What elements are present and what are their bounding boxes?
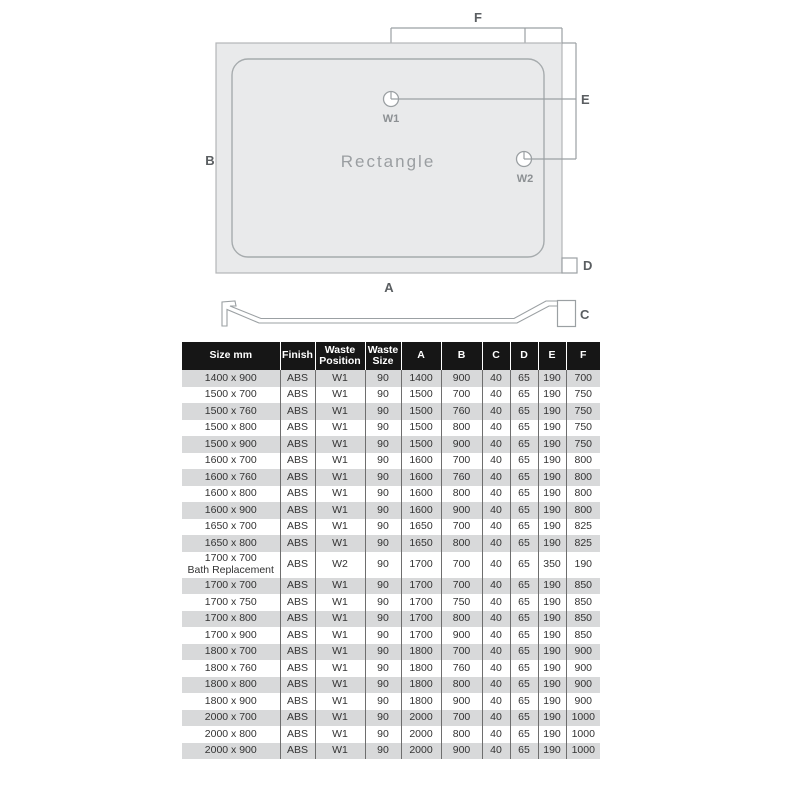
table-cell: 2000 <box>401 743 441 760</box>
table-cell: 40 <box>482 486 510 503</box>
table-cell: 800 <box>441 726 482 743</box>
table-cell: 190 <box>538 370 566 387</box>
size-note: Bath Replacement <box>187 563 274 576</box>
size-cell: 1500 x 900 <box>204 437 257 450</box>
table-cell: ABS <box>280 403 315 420</box>
table-cell: 65 <box>510 453 538 470</box>
table-cell: 900 <box>566 693 600 710</box>
table-cell: W1 <box>315 370 365 387</box>
table-cell: W1 <box>315 627 365 644</box>
table-row <box>182 552 600 578</box>
table-row <box>182 387 600 404</box>
table-cell: 1800 <box>401 644 441 661</box>
table-cell: ABS <box>280 387 315 404</box>
table-cell: 90 <box>365 403 401 420</box>
table-cell: 900 <box>566 677 600 694</box>
sizes-table <box>182 342 600 759</box>
table-cell: ABS <box>280 552 315 578</box>
table-cell: 350 <box>538 552 566 578</box>
table-cell: 65 <box>510 644 538 661</box>
table-cell: 850 <box>566 578 600 595</box>
table-cell: ABS <box>280 370 315 387</box>
table-cell: 65 <box>510 403 538 420</box>
size-cell: 2000 x 800 <box>204 727 257 740</box>
table-cell: 90 <box>365 469 401 486</box>
table-cell: 760 <box>441 660 482 677</box>
table-cell: 750 <box>566 436 600 453</box>
dim-label-f: F <box>474 10 482 25</box>
size-cell: 1500 x 760 <box>204 404 257 417</box>
table-cell: 90 <box>365 535 401 552</box>
table-cell: 40 <box>482 710 510 727</box>
table-cell: 800 <box>441 677 482 694</box>
table-row <box>182 436 600 453</box>
table-cell: 1700 <box>401 594 441 611</box>
table-cell: 850 <box>566 611 600 628</box>
table-cell: W2 <box>315 552 365 578</box>
table-cell: 40 <box>482 660 510 677</box>
table-header-row <box>182 342 600 370</box>
table-cell: 700 <box>441 519 482 536</box>
size-cell: 1600 x 800 <box>204 487 257 500</box>
table-cell: 1800 <box>401 660 441 677</box>
dim-label-a: A <box>384 280 394 295</box>
table-cell: 800 <box>566 453 600 470</box>
table-row <box>182 453 600 470</box>
dim-label-b: B <box>205 153 215 168</box>
table-cell: 190 <box>538 578 566 595</box>
table-cell: 1700 <box>401 552 441 578</box>
table-cell: 1400 <box>401 370 441 387</box>
column-header: D <box>510 342 538 370</box>
table-cell: 850 <box>566 627 600 644</box>
table-cell: 65 <box>510 743 538 760</box>
table-cell: 190 <box>538 726 566 743</box>
table-cell: 40 <box>482 502 510 519</box>
table-cell: 1500 <box>401 403 441 420</box>
table-cell: 90 <box>365 677 401 694</box>
table-cell: 900 <box>441 743 482 760</box>
column-header: E <box>538 342 566 370</box>
table-cell: 190 <box>538 387 566 404</box>
table-cell: 1600 <box>401 486 441 503</box>
table-cell: ABS <box>280 578 315 595</box>
table-cell: W1 <box>315 743 365 760</box>
table-cell: ABS <box>280 611 315 628</box>
table-cell: 800 <box>441 486 482 503</box>
table-cell: 1700 <box>401 611 441 628</box>
table-row <box>182 469 600 486</box>
table-cell: 190 <box>538 644 566 661</box>
table-row <box>182 370 600 387</box>
size-cell: 1700 x 800 <box>204 612 257 625</box>
table-cell: 190 <box>538 535 566 552</box>
table-cell: 900 <box>441 502 482 519</box>
table-cell: W1 <box>315 403 365 420</box>
table-cell: W1 <box>315 469 365 486</box>
table-cell: 90 <box>365 578 401 595</box>
table-cell: 190 <box>538 453 566 470</box>
table-cell: ABS <box>280 710 315 727</box>
size-cell: 1700 x 700 <box>204 579 257 592</box>
table-cell: ABS <box>280 519 315 536</box>
table-cell: 700 <box>441 644 482 661</box>
size-cell: 1600 x 760 <box>204 470 257 483</box>
table-cell: 700 <box>441 552 482 578</box>
table-cell: W1 <box>315 677 365 694</box>
table-cell: 190 <box>538 519 566 536</box>
table-cell: ABS <box>280 743 315 760</box>
table-cell: 190 <box>538 436 566 453</box>
table-row <box>182 627 600 644</box>
table-cell: W1 <box>315 578 365 595</box>
table-cell: 800 <box>441 420 482 437</box>
table-row <box>182 535 600 552</box>
table-cell: 750 <box>566 420 600 437</box>
table-cell: 700 <box>441 453 482 470</box>
size-cell: 1800 x 900 <box>204 694 257 707</box>
table-cell: 40 <box>482 677 510 694</box>
table-cell: 90 <box>365 660 401 677</box>
table-cell: 40 <box>482 469 510 486</box>
table-cell: 750 <box>566 403 600 420</box>
table-row <box>182 578 600 595</box>
column-header: Finish <box>280 342 315 370</box>
table-cell: 900 <box>441 436 482 453</box>
table-cell: 65 <box>510 502 538 519</box>
column-header: C <box>482 342 510 370</box>
table-cell: 40 <box>482 726 510 743</box>
table-cell: 750 <box>566 387 600 404</box>
table-row <box>182 644 600 661</box>
table-cell: 190 <box>538 469 566 486</box>
table-cell: 65 <box>510 436 538 453</box>
table-cell: 90 <box>365 611 401 628</box>
table-cell: 1500 <box>401 387 441 404</box>
table-cell: W1 <box>315 726 365 743</box>
table-cell: 40 <box>482 420 510 437</box>
table-row <box>182 502 600 519</box>
table-row <box>182 594 600 611</box>
dim-d-bracket <box>562 258 577 273</box>
table-cell: 90 <box>365 370 401 387</box>
table-cell: ABS <box>280 436 315 453</box>
table-row <box>182 420 600 437</box>
table-cell: 65 <box>510 710 538 727</box>
table-cell: 190 <box>538 502 566 519</box>
table-cell: 1600 <box>401 502 441 519</box>
table-cell: 825 <box>566 535 600 552</box>
table-cell: 1650 <box>401 535 441 552</box>
table-cell: W1 <box>315 710 365 727</box>
table-cell: 65 <box>510 519 538 536</box>
table-cell: 800 <box>441 535 482 552</box>
table-cell: 190 <box>566 552 600 578</box>
table-cell: 1700 <box>401 627 441 644</box>
size-cell: 1800 x 700 <box>204 645 257 658</box>
tray-shape-title: Rectangle <box>340 152 436 171</box>
table-cell: 90 <box>365 552 401 578</box>
table-cell: 65 <box>510 486 538 503</box>
table-row <box>182 611 600 628</box>
table-cell: 700 <box>566 370 600 387</box>
table-cell: 40 <box>482 453 510 470</box>
column-header: B <box>441 342 482 370</box>
table-cell: W1 <box>315 660 365 677</box>
table-cell: W1 <box>315 535 365 552</box>
table-cell: W1 <box>315 436 365 453</box>
table-cell: 90 <box>365 453 401 470</box>
table-cell: 65 <box>510 420 538 437</box>
table-cell: 90 <box>365 644 401 661</box>
table-cell: 900 <box>441 370 482 387</box>
table-cell: 65 <box>510 726 538 743</box>
dim-label-c: C <box>580 307 590 322</box>
size-cell: 1600 x 700 <box>204 454 257 467</box>
size-cell: 1700 x 700 Bath Replacement <box>182 552 280 578</box>
table-cell: ABS <box>280 453 315 470</box>
column-header: Waste Position <box>315 342 365 370</box>
table-cell: 65 <box>510 578 538 595</box>
table-cell: 65 <box>510 594 538 611</box>
table-cell: 40 <box>482 644 510 661</box>
table-cell: W1 <box>315 594 365 611</box>
table-cell: 90 <box>365 726 401 743</box>
table-row <box>182 486 600 503</box>
table-cell: 190 <box>538 677 566 694</box>
table-row <box>182 519 600 536</box>
table-cell: 1700 <box>401 578 441 595</box>
table-cell: W1 <box>315 519 365 536</box>
table-cell: 40 <box>482 370 510 387</box>
table-cell: 1500 <box>401 436 441 453</box>
table-cell: ABS <box>280 693 315 710</box>
table-cell: 900 <box>441 693 482 710</box>
table-cell: 65 <box>510 627 538 644</box>
table-row <box>182 693 600 710</box>
table-cell: ABS <box>280 535 315 552</box>
table-cell: 40 <box>482 552 510 578</box>
table-cell: 40 <box>482 611 510 628</box>
table-cell: 40 <box>482 519 510 536</box>
table-cell: 750 <box>441 594 482 611</box>
table-cell: 190 <box>538 660 566 677</box>
table-cell: 190 <box>538 486 566 503</box>
size-cell: 1400 x 900 <box>204 371 257 384</box>
table-cell: 190 <box>538 403 566 420</box>
table-cell: ABS <box>280 502 315 519</box>
table-row <box>182 743 600 760</box>
column-header: Size mm <box>182 342 280 370</box>
waste-label-w1: W1 <box>382 113 400 125</box>
table-cell: 800 <box>566 502 600 519</box>
table-cell: ABS <box>280 677 315 694</box>
table-cell: 65 <box>510 469 538 486</box>
table-cell: 1000 <box>566 726 600 743</box>
table-cell: 90 <box>365 436 401 453</box>
table-cell: 65 <box>510 552 538 578</box>
table-cell: W1 <box>315 420 365 437</box>
table-cell: 2000 <box>401 710 441 727</box>
table-cell: 90 <box>365 486 401 503</box>
table-cell: ABS <box>280 486 315 503</box>
table-cell: 700 <box>441 387 482 404</box>
table-cell: 900 <box>566 644 600 661</box>
table-cell: 40 <box>482 594 510 611</box>
tray-cross-section <box>222 301 558 326</box>
table-cell: W1 <box>315 693 365 710</box>
table-cell: 190 <box>538 743 566 760</box>
waste-label-w2: W2 <box>516 173 534 185</box>
table-cell: 1800 <box>401 693 441 710</box>
table-cell: 1800 <box>401 677 441 694</box>
size-cell: 1500 x 700 <box>204 388 257 401</box>
table-cell: 90 <box>365 627 401 644</box>
column-header: Waste Size <box>365 342 401 370</box>
table-cell: 65 <box>510 677 538 694</box>
column-header: F <box>566 342 600 370</box>
table-cell: W1 <box>315 502 365 519</box>
table-cell: ABS <box>280 726 315 743</box>
table-cell: ABS <box>280 420 315 437</box>
dim-c-block <box>558 301 576 327</box>
table-cell: 65 <box>510 693 538 710</box>
size-cell: 1700 x 900 <box>204 628 257 641</box>
size-cell: 1600 x 900 <box>204 503 257 516</box>
table-cell: 190 <box>538 420 566 437</box>
table-cell: 65 <box>510 535 538 552</box>
table-cell: ABS <box>280 627 315 644</box>
table-cell: 90 <box>365 693 401 710</box>
table-cell: 40 <box>482 436 510 453</box>
table-row <box>182 403 600 420</box>
column-header: A <box>401 342 441 370</box>
table-cell: 800 <box>566 486 600 503</box>
table-cell: 90 <box>365 743 401 760</box>
table-cell: 90 <box>365 519 401 536</box>
size-cell: 1700 x 750 <box>204 595 257 608</box>
table-cell: 700 <box>441 710 482 727</box>
table-cell: 190 <box>538 693 566 710</box>
table-cell: 1600 <box>401 469 441 486</box>
table-cell: 760 <box>441 469 482 486</box>
table-cell: 190 <box>538 627 566 644</box>
size-cell: 2000 x 700 <box>204 711 257 724</box>
table-cell: 190 <box>538 594 566 611</box>
size-cell: 1650 x 700 <box>204 520 257 533</box>
table-cell: 40 <box>482 627 510 644</box>
table-cell: 90 <box>365 594 401 611</box>
table-cell: 800 <box>441 611 482 628</box>
table-cell: 1600 <box>401 453 441 470</box>
table-cell: 40 <box>482 403 510 420</box>
table-cell: 850 <box>566 594 600 611</box>
table-row <box>182 677 600 694</box>
table-cell: 900 <box>441 627 482 644</box>
table-cell: 40 <box>482 578 510 595</box>
table-cell: 90 <box>365 420 401 437</box>
table-cell: 40 <box>482 693 510 710</box>
table-cell: ABS <box>280 469 315 486</box>
table-cell: ABS <box>280 644 315 661</box>
table-cell: W1 <box>315 611 365 628</box>
table-cell: 760 <box>441 403 482 420</box>
table-cell: 40 <box>482 535 510 552</box>
table-cell: ABS <box>280 594 315 611</box>
shower-tray-diagram <box>0 0 800 340</box>
table-cell: 40 <box>482 743 510 760</box>
table-cell: 65 <box>510 660 538 677</box>
table-cell: W1 <box>315 387 365 404</box>
table-cell: 825 <box>566 519 600 536</box>
size-cell: 1650 x 800 <box>204 536 257 549</box>
table-cell: 1500 <box>401 420 441 437</box>
table-cell: 800 <box>566 469 600 486</box>
size-cell: 1800 x 800 <box>204 678 257 691</box>
size-cell: 1800 x 760 <box>204 661 257 674</box>
table-cell: 40 <box>482 387 510 404</box>
table-cell: 65 <box>510 387 538 404</box>
table-cell: 190 <box>538 611 566 628</box>
table-cell: W1 <box>315 453 365 470</box>
table-cell: 90 <box>365 387 401 404</box>
table-row <box>182 660 600 677</box>
table-cell: W1 <box>315 486 365 503</box>
table-cell: 65 <box>510 611 538 628</box>
table-cell: 90 <box>365 502 401 519</box>
table-cell: ABS <box>280 660 315 677</box>
size-cell: 1500 x 800 <box>204 421 257 434</box>
table-cell: 190 <box>538 710 566 727</box>
table-cell: W1 <box>315 644 365 661</box>
dim-label-d: D <box>583 258 593 273</box>
table-body <box>182 370 600 759</box>
table-cell: 1650 <box>401 519 441 536</box>
table-row <box>182 726 600 743</box>
table-cell: 90 <box>365 710 401 727</box>
table-cell: 900 <box>566 660 600 677</box>
table-row <box>182 710 600 727</box>
table-cell: 1000 <box>566 710 600 727</box>
table-cell: 1000 <box>566 743 600 760</box>
dim-label-e: E <box>581 92 590 107</box>
table-cell: 65 <box>510 370 538 387</box>
size-cell: 2000 x 900 <box>204 744 257 757</box>
table-cell: 700 <box>441 578 482 595</box>
table-cell: 2000 <box>401 726 441 743</box>
